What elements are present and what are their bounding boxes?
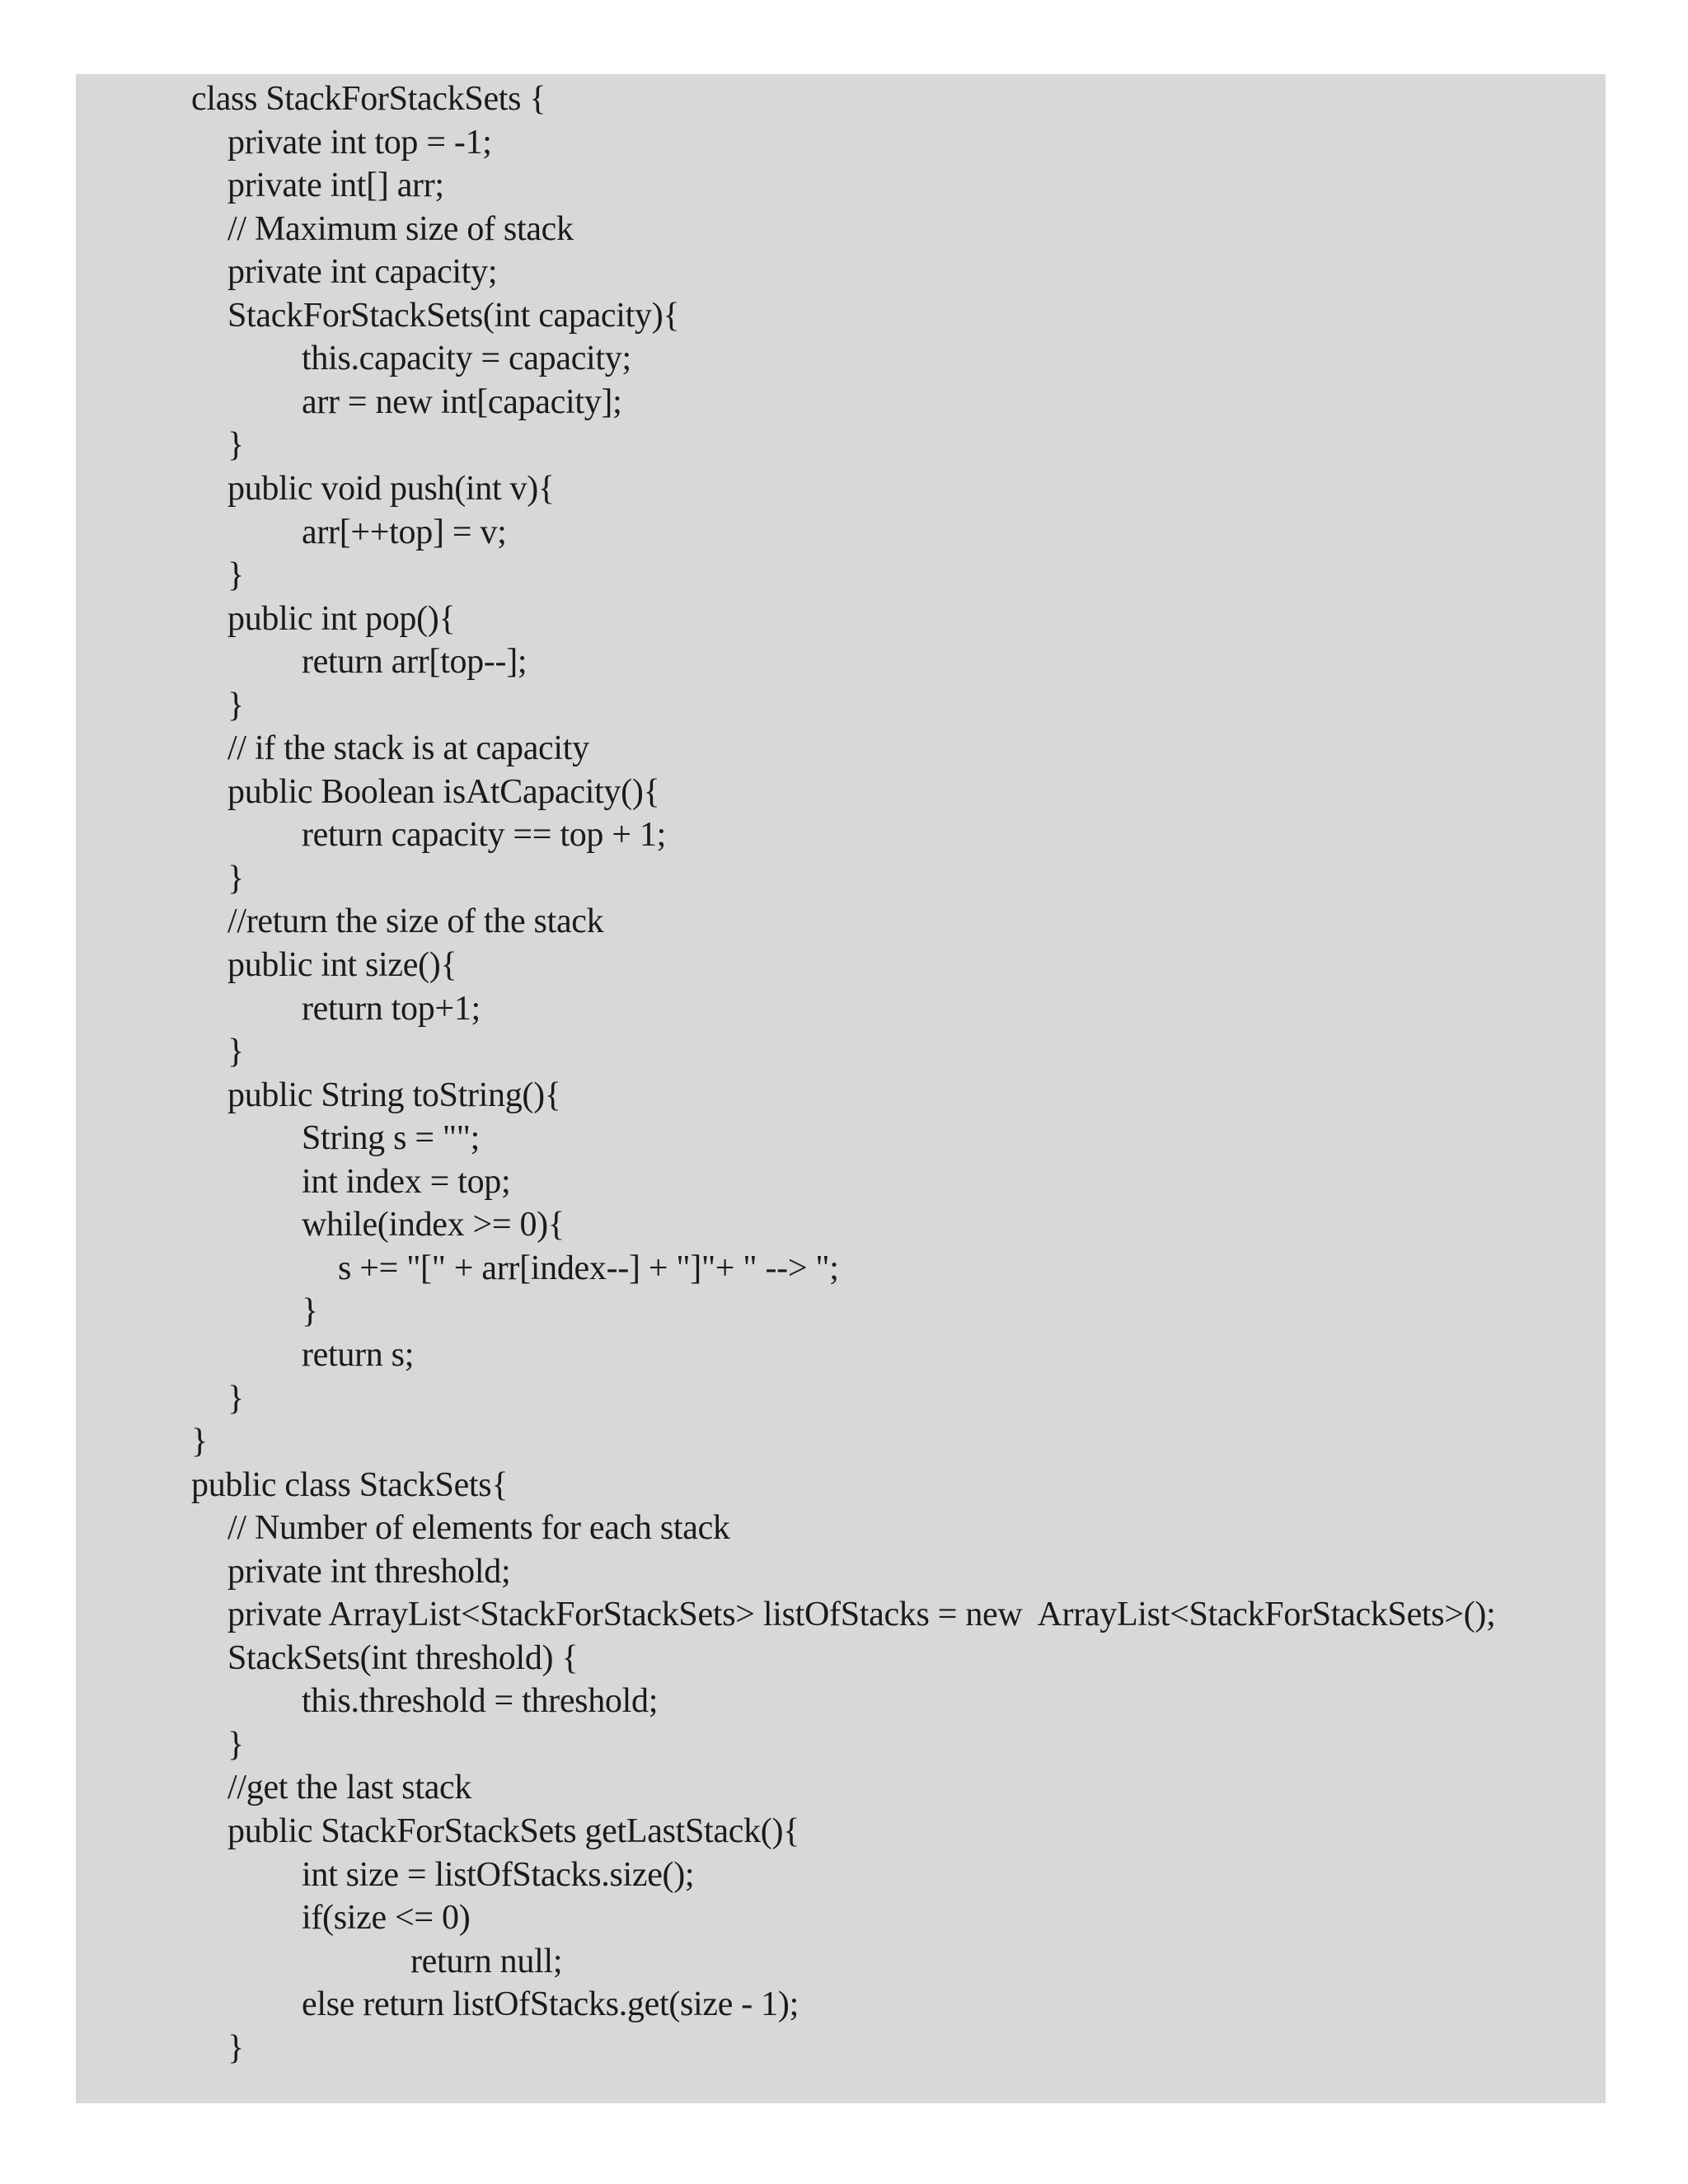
code-line: // Number of elements for each stack	[227, 1509, 730, 1548]
code-line: int index = top;	[302, 1162, 511, 1201]
code-line: public int size(){	[227, 946, 457, 984]
code-line: }	[227, 2028, 244, 2067]
code-line: }	[302, 1292, 318, 1331]
code-line: if(size <= 0)	[302, 1899, 471, 1938]
code-line: String s = "";	[302, 1119, 480, 1158]
code-line: public StackForStackSets getLastStack(){	[227, 1812, 800, 1850]
code-lines	[76, 74, 1606, 2103]
code-line: //return the size of the stack	[227, 902, 604, 941]
code-line: while(index >= 0){	[302, 1206, 565, 1244]
code-line: }	[227, 556, 244, 595]
code-line: private int capacity;	[227, 253, 498, 292]
code-line: s += "[" + arr[index--] + "]"+ " --> ";	[338, 1249, 839, 1287]
code-line: public int pop(){	[227, 599, 456, 638]
code-line: class StackForStackSets {	[191, 80, 546, 118]
code-line: }	[227, 686, 244, 724]
code-line: public class StackSets{	[191, 1465, 509, 1504]
code-line: private int threshold;	[227, 1552, 511, 1591]
code-line: return capacity == top + 1;	[302, 816, 666, 855]
code-line: else return listOfStacks.get(size - 1);	[302, 1985, 799, 2024]
code-line: }	[227, 1033, 244, 1071]
code-line: }	[227, 1725, 244, 1764]
code-line: return top+1;	[302, 989, 481, 1028]
code-line: arr = new int[capacity];	[302, 382, 622, 421]
code-line: private ArrayList<StackForStackSets> listOfStacks = new ArrayList<StackForStackSets>();	[227, 1596, 1496, 1634]
code-line: //get the last stack	[227, 1769, 472, 1807]
code-line: public void push(int v){	[227, 469, 555, 508]
code-line: private int[] arr;	[227, 166, 444, 205]
code-line: }	[227, 426, 244, 465]
code-line: // Maximum size of stack	[227, 209, 574, 248]
code-listing	[76, 74, 1606, 2103]
code-line: arr[++top] = v;	[302, 513, 507, 551]
code-line: int size = listOfStacks.size();	[302, 1855, 695, 1894]
code-line: public String toString(){	[227, 1076, 561, 1114]
code-line: // if the stack is at capacity	[227, 729, 589, 768]
code-line: StackForStackSets(int capacity){	[227, 296, 680, 335]
code-line: return null;	[410, 1942, 563, 1980]
code-line: }	[227, 859, 244, 898]
code-line: }	[191, 1422, 208, 1461]
code-line: StackSets(int threshold) {	[227, 1638, 579, 1677]
code-line: this.threshold = threshold;	[302, 1682, 659, 1721]
code-line: this.capacity = capacity;	[302, 340, 631, 378]
code-line: }	[227, 1379, 244, 1418]
code-line: private int top = -1;	[227, 123, 492, 162]
code-line: public Boolean isAtCapacity(){	[227, 772, 660, 811]
code-line: return s;	[302, 1335, 415, 1374]
code-line: return arr[top--];	[302, 643, 528, 682]
